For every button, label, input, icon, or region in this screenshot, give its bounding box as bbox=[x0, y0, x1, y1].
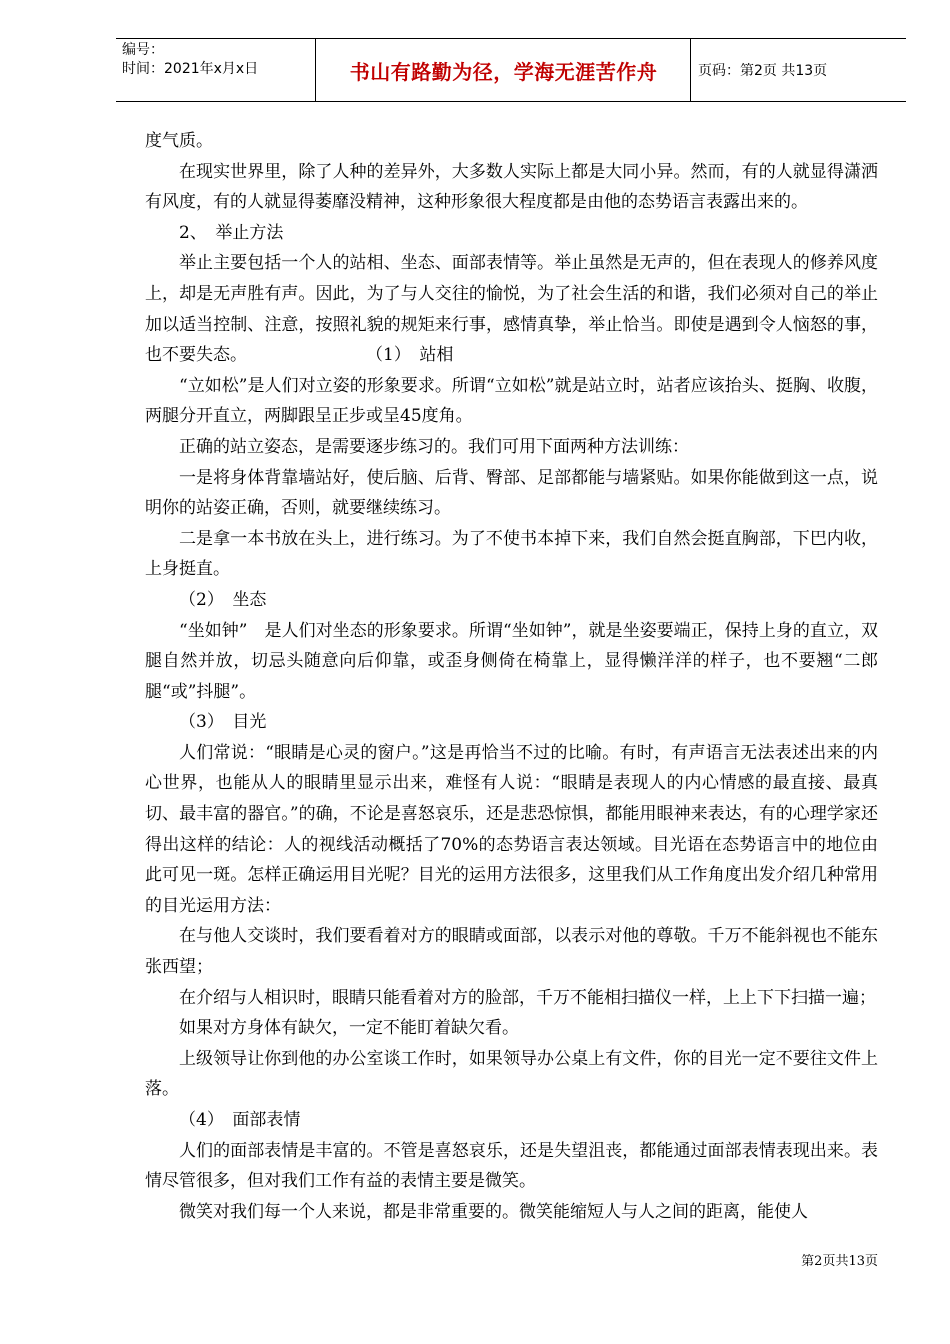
paragraph: （4） 面部表情 bbox=[179, 1110, 301, 1130]
paragraph: 在与他人交谈时，我们要看着对方的眼睛或面部，以表示对他的尊敬。千万不能斜视也不能东张西望； bbox=[145, 926, 878, 978]
page-header bbox=[116, 38, 906, 102]
paragraph: “立如松”是人们对立姿的形象要求。所谓“立如松”就是站立时，站者应该抬头、挺胸、收腹，两腿分开直立，两脚跟呈正步或呈45度角。 bbox=[145, 375, 878, 427]
header-page-info: 页码：第2页 共13页 bbox=[698, 63, 828, 79]
paragraph: 如果对方身体有缺欠，一定不能盯着缺欠看。 bbox=[179, 1018, 519, 1039]
header-divider bbox=[690, 39, 691, 101]
paragraph: （2） 坐态 bbox=[179, 589, 267, 610]
document-body bbox=[145, 126, 878, 1227]
paragraph: 二是拿一本书放在头上，进行练习。为了不使书本掉下来，我们自然会挺直胸部，下巴内收，上身挺直。 bbox=[145, 528, 878, 580]
paragraph: 人们的面部表情是丰富的。不管是喜怒哀乐，还是失望沮丧，都能通过面部表情表现出来。表情尽管很多，但对我们工作有益的表情主要是微笑。 bbox=[145, 1140, 878, 1192]
page-footer: 第2页共13页 bbox=[801, 1254, 878, 1269]
paragraph: 举止主要包括一个人的站相、坐态、面部表情等。举止虽然是无声的，但在表现人的修养风度上，却是无声胜有声。因此，为了与人交往的愉悦，为了社会生活的和谐，我们必须对自己的举止加以适当控制、注意，按照礼貌的规矩来行事，感情真挚，举止恰当。即使是遇到令人恼怒的事，也不要失态。 （1） 站相 bbox=[145, 253, 878, 366]
header-meta bbox=[122, 41, 258, 79]
paragraph: 上级领导让你到他的办公室谈工作时，如果领导办公桌上有文件，你的目光一定不要往文件上落。 bbox=[145, 1048, 878, 1100]
paragraph: 在现实世界里，除了人种的差异外，大多数人实际上都是大同小异。然而，有的人就显得潇洒有风度，有的人就显得萎靡没精神，这种形象很大程度都是由他的态势语言表露出来的。 bbox=[145, 161, 878, 213]
paragraph: 正确的站立姿态，是需要逐步练习的。我们可用下面两种方法训练： bbox=[179, 436, 689, 457]
paragraph: 微笑对我们每一个人来说，都是非常重要的。微笑能缩短人与人之间的距离，能使人 bbox=[179, 1201, 808, 1222]
time-label: 时间：2021年x月x日 bbox=[122, 61, 259, 77]
number-label: 编号： bbox=[122, 42, 164, 58]
paragraph: 人们常说：“眼睛是心灵的窗户。”这是再恰当不过的比喻。有时，有声语言无法表述出来的内心世界，也能从人的眼睛里显示出来，难怪有人说：“眼睛是表现人的内心情感的最直接、最真切、最丰富的器官。”的确，不论是喜怒哀乐，还是悲恐惊惧，都能用眼神来表达，有的心理学家还得出这样的结论：人的视线活动概括了70%的态势语言表达领域。目光语在态势语言中的地位由此可见一斑。怎样正确运用目光呢？目光的运用方法很多，这里我们从工作角度出发介绍几种常用的目光运用方法： bbox=[145, 742, 878, 916]
paragraph: 度气质。 bbox=[145, 131, 213, 151]
paragraph: 2、 举止方法 bbox=[179, 222, 284, 243]
header-divider bbox=[315, 39, 316, 101]
paragraph: （3） 目光 bbox=[179, 712, 267, 733]
paragraph: 一是将身体背靠墙站好，使后脑、后背、臀部、足部都能与墙紧贴。如果你能做到这一点，说明你的站姿正确，否则，就要继续练习。 bbox=[145, 467, 878, 519]
paragraph: 在介绍与人相识时，眼睛只能看着对方的脸部，千万不能相扫描仪一样，上上下下扫描一遍； bbox=[179, 987, 876, 1008]
paragraph: “坐如钟” 是人们对坐态的形象要求。所谓“坐如钟”，就是坐姿要端正，保持上身的直立，双腿自然并放，切忌头随意向后仰靠，或歪身侧倚在椅靠上，显得懒洋洋的样子，也不要翘“二郎腿“或”抖腿”。 bbox=[145, 620, 878, 702]
header-motto: 书山有路勤为径，学海无涯苦作舟 bbox=[349, 59, 658, 84]
